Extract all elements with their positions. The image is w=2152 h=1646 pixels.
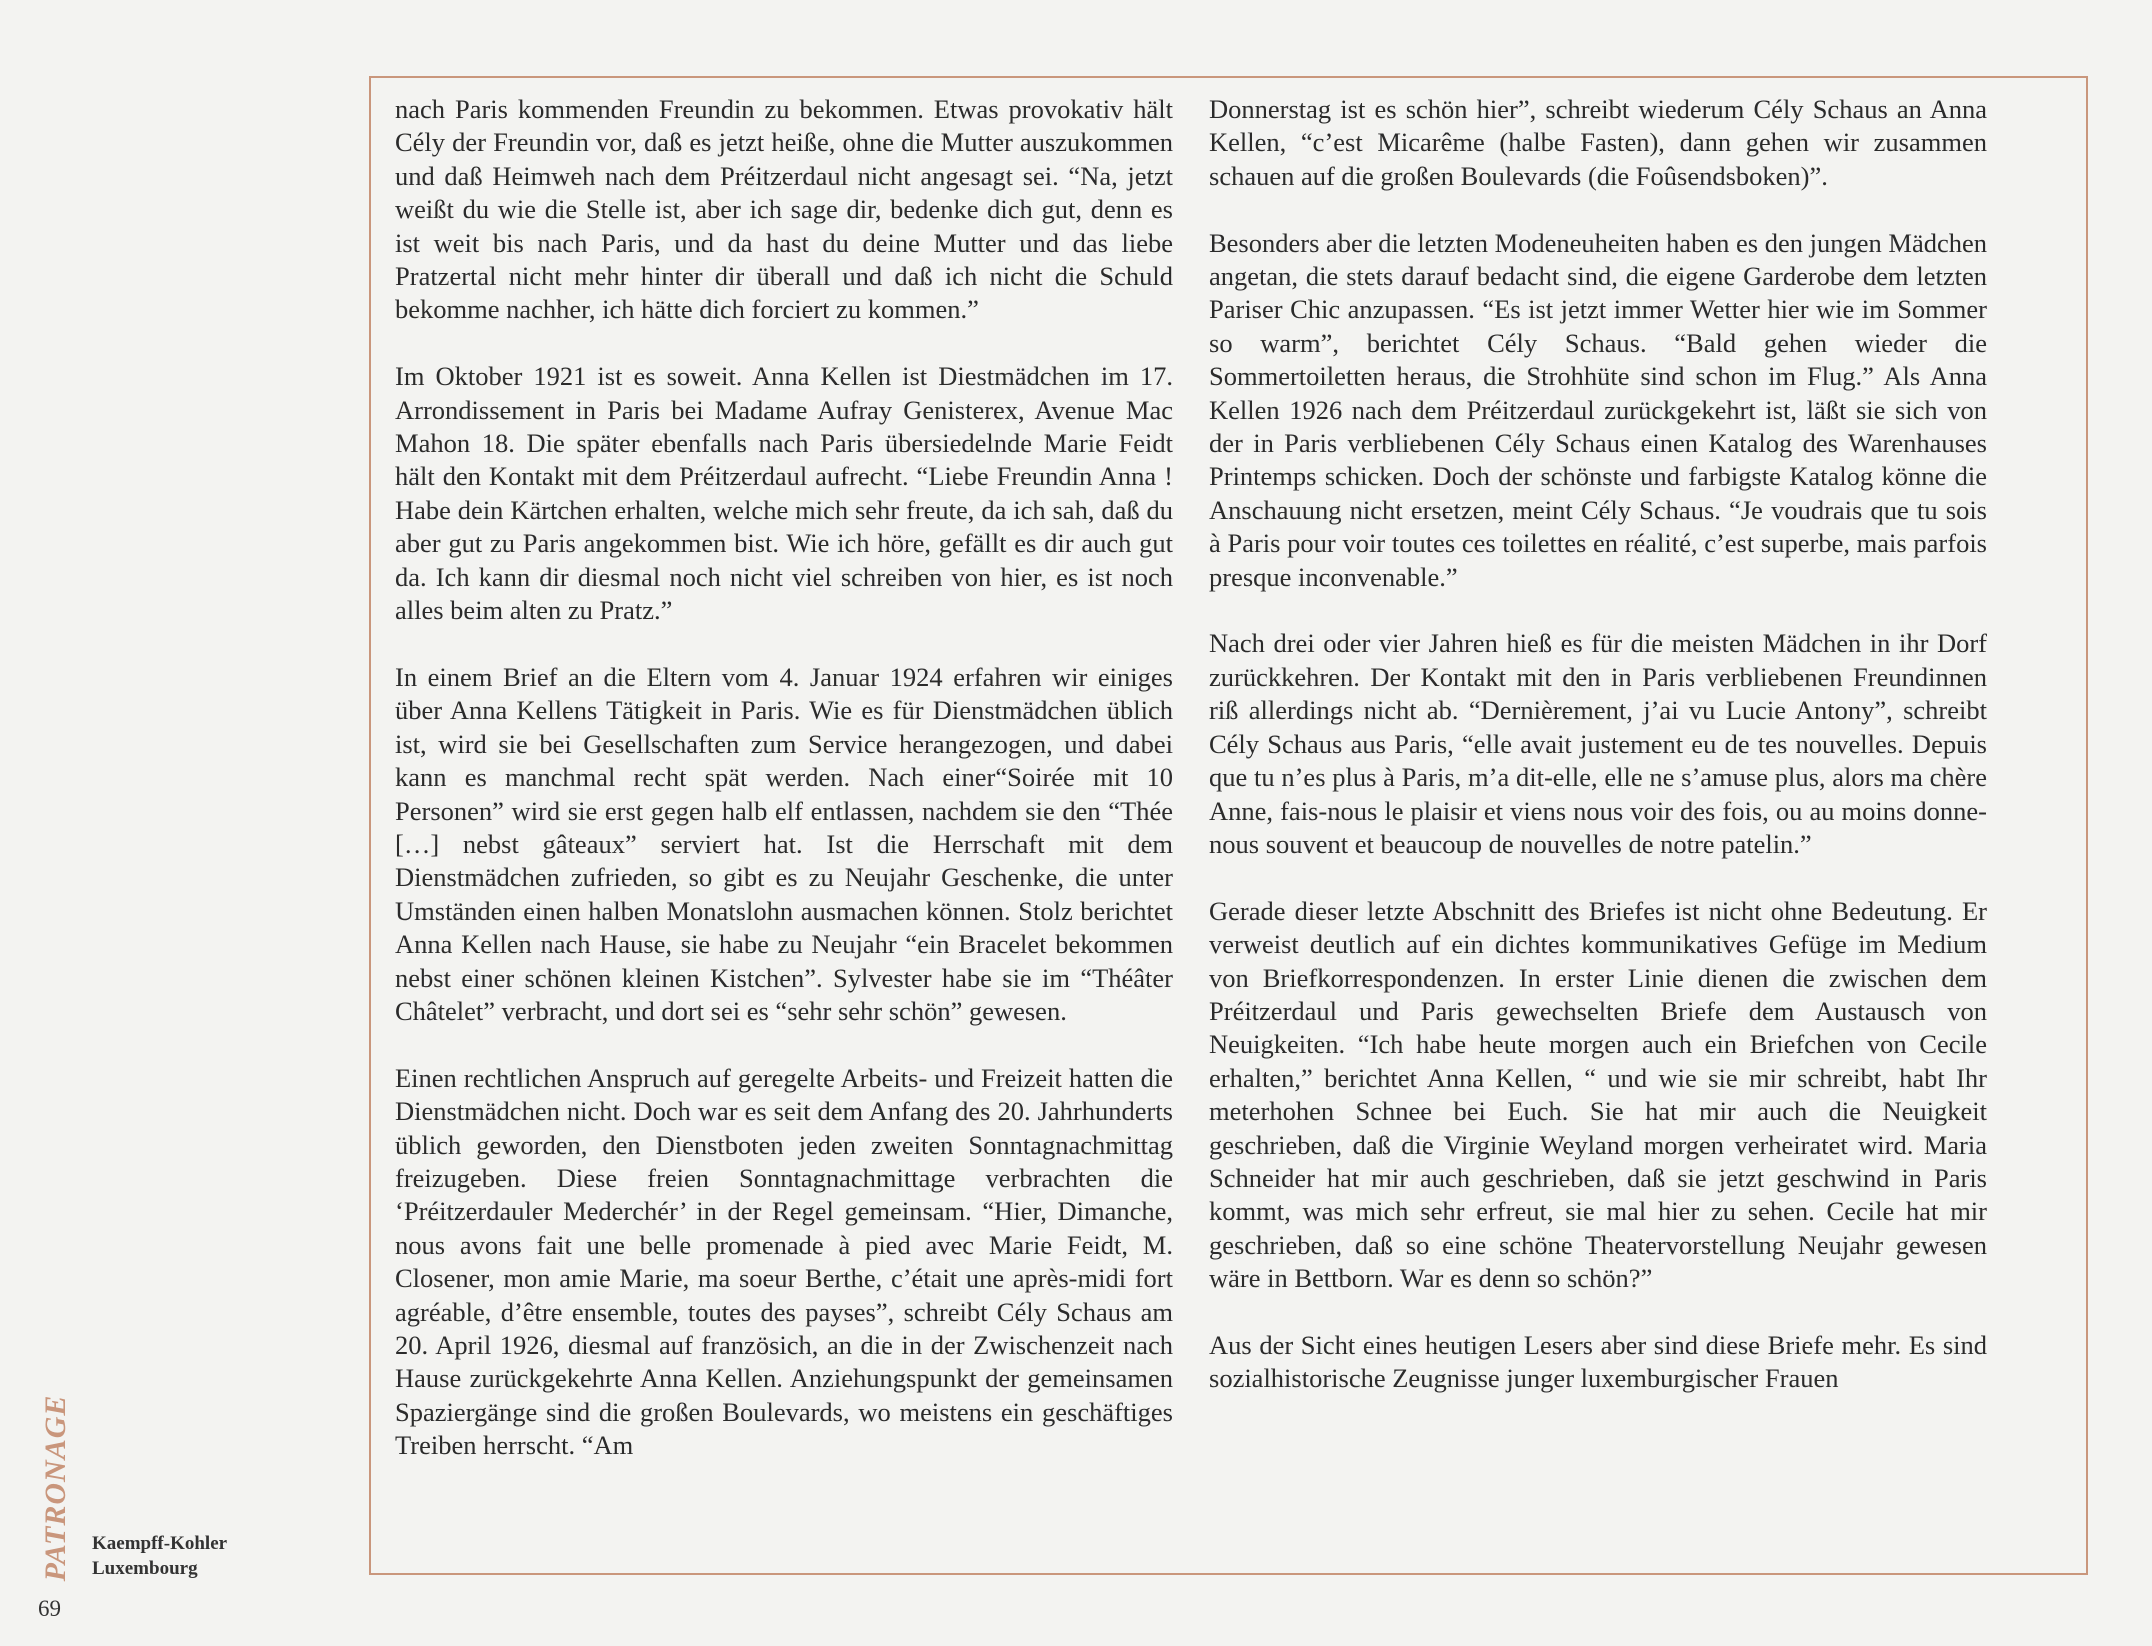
credit-line: Luxembourg [92,1558,198,1579]
right-text-column [1209,93,1987,1396]
paragraph: Im Oktober 1921 ist es soweit. Anna Kellen ist Diestmädchen im 17. Arrondissement in Paris bei Madame Aufray Genisterex, Avenue Mac Mahon 18. Die später ebenfalls nach Paris übersiedelnde Marie Feidt hält den Kontakt mit dem Préitzerdaul aufrecht. “Liebe Freundin Anna ! Habe dein Kärtchen erhalten, welche mich sehr freute, da ich sah, daß du aber gut zu Paris angekommen bist. Wie ich höre, gefällt es dir auch gut da. Ich kann dir diesmal noch nicht viel schreiben von hier, es ist noch alles beim alten zu Pratz.” [395,361,1173,626]
paragraph: Gerade dieser letzte Abschnitt des Briefes ist nicht ohne Bedeutung. Er verweist deutlich auf ein dichtes kommunikatives Gefüge im Medium von Briefkorrespondenzen. In erster Linie dienen die zwischen dem Préitzerdaul und Paris gewechselten Briefe dem Austausch von Neuigkeiten. “Ich habe heute morgen auch ein Briefchen von Cecile erhalten,” berichtet Anna Kellen, “ und wie sie mir schreibt, habt Ihr meterhohen Schnee bei Euch. Sie hat mir auch die Neuigkeit geschrieben, daß die Virginie Weyland morgen verheiratet wird. Maria Schneider hat mir auch geschrieben, daß sie jetzt geschwind in Paris kommt, was mich sehr erfreut, sie mal hier zu sehen. Cecile hat mir geschrieben, daß so eine schöne Theatervorstellung Neujahr gewesen wäre in Bettborn. War es denn so schön?” [1209,895,1987,1294]
paragraph: Besonders aber die letzten Modeneuheiten haben es den jungen Mädchen angetan, die stets darauf bedacht sind, die eigene Garderobe dem letzten Pariser Chic anzupassen. “Es ist jetzt immer Wetter hier wie im Sommer so warm”, berichtet Cély Schaus. “Bald gehen wieder die Sommertoiletten heraus, die Strohhüte sind schon im Flug.” Als Anna Kellen 1926 nach dem Préitzerdaul zurückgekehrt ist, läßt sie sich von der in Paris verbliebenen Cély Schaus einen Katalog des Warenhauses Printemps schicken. Doch der schönste und farbigste Katalog könne die Anschauung nicht ersetzen, meint Cély Schaus. “Je voudrais que tu sois à Paris pour voir toutes ces toilettes en réalité, c’est superbe, mais parfois presque inconvenable.” [1209,227,1987,592]
paragraph: Aus der Sicht eines heutigen Lesers aber sind diese Briefe mehr. Es sind sozialhistorische Zeugnisse junger luxemburgischer Frauen [1209,1329,1987,1394]
section-label [26,1394,86,1582]
paragraph: nach Paris kommenden Freundin zu bekommen. Etwas provokativ hält Cély der Freundin vor, daß es jetzt heiße, ohne die Mutter auszukommen und daß Heimweh nach dem Préitzerdaul nicht angesagt sei. “Na, jetzt weißt du wie die Stelle ist, aber ich sage dir, bedenke dich gut, denn es ist weit bis nach Paris, und da hast du deine Mutter und das liebe Pratzertal nicht mehr hinter dir überall und daß ich nicht die Schuld bekomme nachher, ich hätte dich forciert zu kommen.” [395,94,1173,325]
paragraph: Einen rechtlichen Anspruch auf geregelte Arbeits- und Freizeit hatten die Dienstmädchen nicht. Doch war es seit dem Anfang des 20. Jahrhunderts üblich geworden, den Dienstboten jeden zweiten Sonntagnachmittag freizugeben. Diese freien Sonntagnachmittage verbrachten die ‘Préitzerdauler Mederchér’ in der Regel gemeinsam. “Hier, Dimanche, nous avons fait une belle promenade à pied avec Marie Feidt, M. Closener, mon amie Marie, ma soeur Berthe, c’était une après-midi fort agréable, d’être ensemble, toutes des payses”, schreibt Cély Schaus am 20. April 1926, diesmal auf französich, an die in der Zwischenzeit nach Hause zurückgekehrte Anna Kellen. Anziehungspunkt der gemeinsamen Spaziergänge sind die großen Boulevards, wo meistens ein geschäftiges Treiben herrscht. “Am [395,1062,1173,1461]
section-label-text: PATRONAGE [39,1394,72,1582]
paragraph: Donnerstag ist es schön hier”, schreibt wiederum Cély Schaus an Anna Kellen, “c’est Micarême (halbe Fasten), dann gehen wir zusammen schauen auf die großen Boulevards (die Foûsendsboken)”. [1209,94,1987,191]
paragraph: In einem Brief an die Eltern vom 4. Januar 1924 erfahren wir einiges über Anna Kellens Tätigkeit in Paris. Wie es für Dienstmädchen üblich ist, wird sie bei Gesellschaften zum Service herangezogen, und dabei kann es manchmal recht spät werden. Nach einer“Soirée mit 10 Personen” wird sie erst gegen halb elf entlassen, nachdem sie den “Thée […] nebst gâteaux” serviert hat. Ist die Herrschaft mit dem Dienstmädchen zufrieden, so gibt es zu Neujahr Geschenke, die unter Umständen einen halben Monatslohn ausmachen können. Stolz berichtet Anna Kellen nach Hause, sie habe zu Neujahr “ein Bracelet bekommen nebst einer schönen kleinen Kistchen”. Sylvester habe sie im “Théâter Châtelet” verbracht, und dort sei es “sehr sehr schön” gewesen. [395,661,1173,1026]
credit-line: Kaempff-Kohler [92,1533,228,1554]
photo-credit [92,1531,227,1581]
page-number: 69 [38,1596,61,1621]
paragraph: Nach drei oder vier Jahren hieß es für die meisten Mädchen in ihr Dorf zurückkehren. Der Kontakt mit den in Paris verbliebenen Freundinnen riß allerdings nicht ab. “Dernièrement, j’ai vu Lucie Antony”, schreibt Cély Schaus aus Paris, “elle avait justement eu de tes nouvelles. Depuis que tu n’es plus à Paris, m’a dit-elle, elle ne s’amuse plus, alors ma chère Anne, fais-nous le plaisir et viens nous voir des fois, ou au moins donne-nous souvent et beaucoup de nouvelles de notre patelin.” [1209,628,1987,859]
left-text-column [395,93,1173,1463]
